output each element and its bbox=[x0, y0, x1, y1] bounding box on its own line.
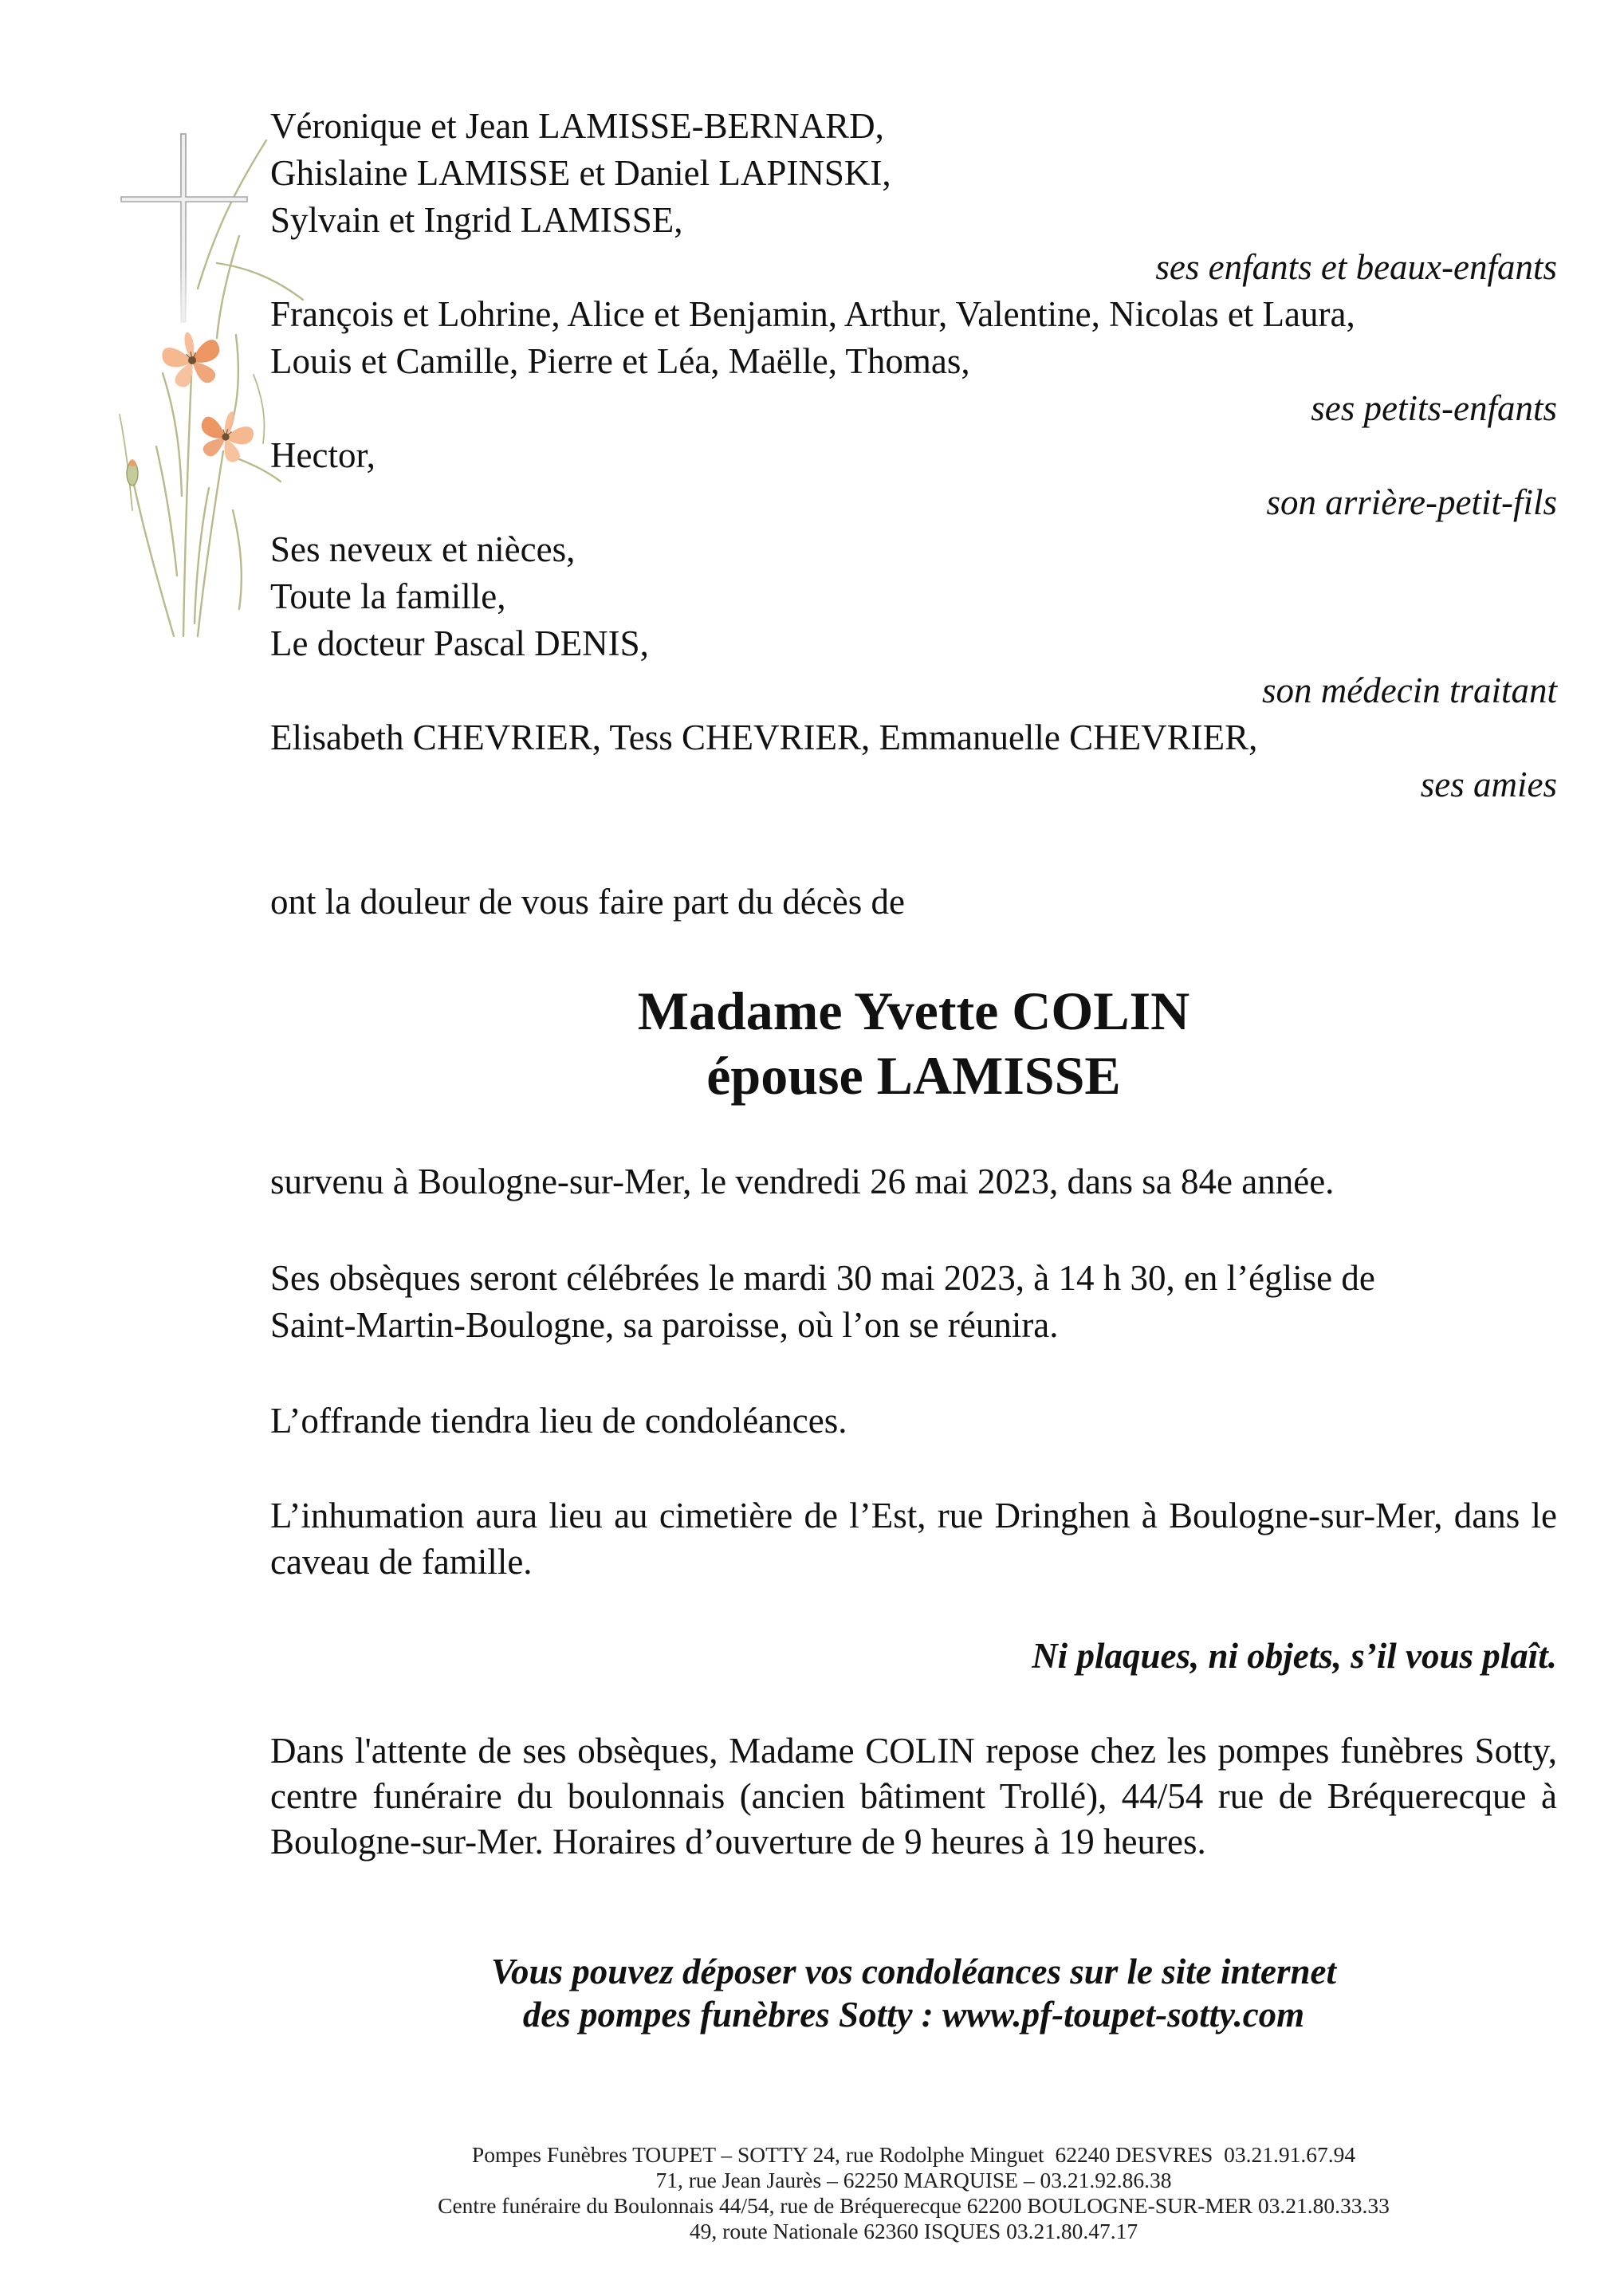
funeral-line: Saint-Martin-Boulogne, sa paroisse, où l’on se réunira. bbox=[270, 1305, 1059, 1345]
cross-icon bbox=[121, 134, 247, 322]
deceased-name: Madame Yvette COLIN bbox=[637, 981, 1190, 1041]
footer-line: 49, route Nationale 62360 ISQUES 03.21.80.47.17 bbox=[689, 2219, 1138, 2243]
poppy-flower-icon bbox=[194, 404, 258, 466]
family-name-line: Sylvain et Ingrid LAMISSE, bbox=[270, 200, 683, 240]
family-name-line: Ses neveux et nièces, bbox=[270, 529, 576, 569]
family-name-line: Véronique et Jean LAMISSE-BERNARD, bbox=[270, 106, 884, 146]
footer-line: Centre funéraire du Boulonnais 44/54, rue de Bréquerecque 62200 BOULOGNE-SUR-MER 03.21.80.33.33 bbox=[438, 2193, 1390, 2218]
footer-line: Pompes Funèbres TOUPET – SOTTY 24, rue Rodolphe Minguet 62240 DESVRES 03.21.91.67.94 bbox=[471, 2142, 1356, 2167]
poppy-bud-icon bbox=[127, 459, 138, 486]
relation-label: ses petits-enfants bbox=[1311, 388, 1557, 428]
announcement-text bbox=[270, 879, 1557, 926]
announcement-line: ont la douleur de vous faire part du décès de bbox=[270, 882, 905, 922]
condolences-line: des pompes funèbres Sotty : www.pf-toupet-sotty.com bbox=[522, 1995, 1305, 2035]
family-list bbox=[270, 103, 1557, 808]
family-name-line: Ghislaine LAMISSE et Daniel LAPINSKI, bbox=[270, 153, 891, 193]
family-name-line: Hector, bbox=[270, 435, 376, 475]
visitation-line: Boulogne-sur-Mer. Horaires d’ouverture de 9 heures à 19 heures. bbox=[270, 1822, 1206, 1862]
relation-label: son médecin traitant bbox=[1262, 670, 1557, 710]
relation-label: son arrière-petit-fils bbox=[1266, 482, 1557, 522]
visitation-line: centre funéraire du boulonnais (ancien bâtiment Trollé), 44/54 rue de Bréquerecque à bbox=[270, 1776, 1557, 1816]
no-flowers-line: Ni plaques, ni objets, s’il vous plaît. bbox=[1032, 1636, 1557, 1676]
visitation-line: Dans l'attente de ses obsèques, Madame COLIN repose chez les pompes funèbres Sotty, bbox=[270, 1731, 1557, 1771]
burial-line: L’inhumation aura lieu au cimetière de l’Est, rue Dringhen à Boulogne-sur-Mer, dans le bbox=[270, 1496, 1557, 1535]
condolences-line: Vous pouvez déposer vos condoléances sur le site internet bbox=[490, 1952, 1336, 1991]
family-name-line: Le docteur Pascal DENIS, bbox=[270, 623, 649, 663]
death-details-line: survenu à Boulogne-sur-Mer, le vendredi 26 mai 2023, dans sa 84e année. bbox=[270, 1162, 1335, 1201]
visitation-info bbox=[270, 1728, 1557, 1865]
relation-label: ses enfants et beaux-enfants bbox=[1155, 247, 1557, 287]
funeral-home-footer bbox=[270, 2142, 1557, 2244]
footer-line: 71, rue Jean Jaurès – 62250 MARQUISE – 03.21.92.86.38 bbox=[655, 2168, 1172, 2192]
funeral-info bbox=[270, 1255, 1557, 1349]
offering-info bbox=[270, 1398, 1557, 1445]
family-name-line: Toute la famille, bbox=[270, 576, 506, 616]
burial-line: caveau de famille. bbox=[270, 1542, 533, 1582]
offering-line: L’offrande tiendra lieu de condoléances. bbox=[270, 1401, 847, 1441]
burial-info bbox=[270, 1492, 1557, 1585]
family-name-line: François et Lohrine, Alice et Benjamin, Arthur, Valentine, Nicolas et Laura, bbox=[270, 294, 1355, 334]
family-name-line: Louis et Camille, Pierre et Léa, Maëlle, Thomas, bbox=[270, 341, 970, 381]
funeral-line: Ses obsèques seront célébrées le mardi 30 mai 2023, à 14 h 30, en l’église de bbox=[270, 1258, 1375, 1298]
online-condolences bbox=[270, 1950, 1557, 2036]
relation-label: ses amies bbox=[1420, 765, 1557, 804]
death-details bbox=[270, 1158, 1557, 1205]
family-name-line: Elisabeth CHEVRIER, Tess CHEVRIER, Emmanuelle CHEVRIER, bbox=[270, 718, 1258, 757]
deceased-married-name: épouse LAMISSE bbox=[706, 1045, 1121, 1106]
deceased-name-block bbox=[270, 979, 1557, 1108]
no-flowers-request bbox=[270, 1633, 1557, 1680]
